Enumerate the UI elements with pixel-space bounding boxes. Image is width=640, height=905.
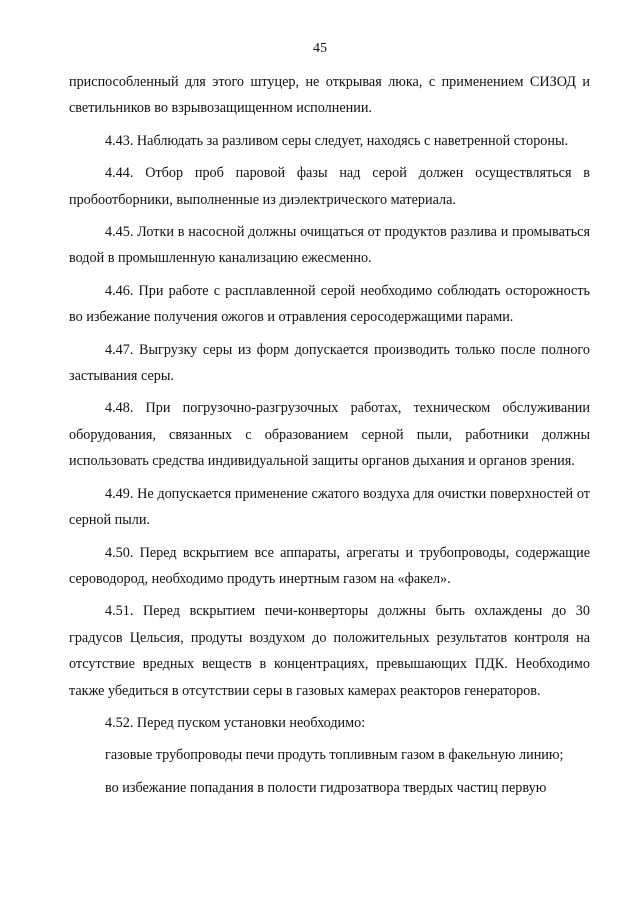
paragraph-4-48: 4.48. При погрузочно-разгрузочных работах, техническом обслуживании оборудования, связанных с образованием серной пыли, работники должны использовать средства индивидуальной защиты органов дыхания и органов зрения. — [69, 400, 590, 470]
list-item-gas-pipelines: газовые трубопроводы печи продуть топливным газом в факельную линию; — [105, 747, 564, 764]
paragraph-4-51: 4.51. Перед вскрытием печи-конверторы должны быть охлаждены до 30 градусов Цельсия, продуты воздухом до положительных результатов контроля на отсутствие вредных веществ в концентрациях, превышающих ПДК. Необходимо также убедиться в отсутствии серы в газовых камерах реакторов генераторов. — [69, 603, 590, 699]
paragraph-4-52: 4.52. Перед пуском установки необходимо: — [105, 714, 366, 731]
paragraph-4-49: 4.49. Не допускается применение сжатого воздуха для очистки поверхностей от серной пыли. — [69, 485, 590, 529]
paragraph-4-50: 4.50. Перед вскрытием все аппараты, агрегаты и трубопроводы, содержащие сероводород, необходимо продуть инертным газом на «факел». — [69, 544, 590, 587]
paragraph-4-47: 4.47. Выгрузку серы из форм допускается производить только после полного застывания серы. — [69, 341, 590, 385]
page-number: 45 — [313, 41, 327, 56]
paragraph-4-44: 4.44. Отбор проб паровой фазы над серой должен осуществляться в пробоотборники, выполненные из диэлектрического материала. — [69, 165, 590, 208]
list-item-hydraulic-seal: во избежание попадания в полости гидрозатвора твердых частиц первую — [105, 779, 547, 796]
document-body — [69, 69, 590, 807]
paragraph-4-45: 4.45. Лотки в насосной должны очищаться от продуктов разлива и промываться водой в промышленную канализацию ежесменно. — [69, 224, 590, 267]
paragraph-continuation: приспособленный для этого штуцер, не открывая люка, с применением СИЗОД и светильников во взрывозащищенном исполнении. — [69, 74, 590, 117]
paragraph-4-46: 4.46. При работе с расплавленной серой необходимо соблюдать осторожность во избежание получения ожогов и отравления серосодержащими парами. — [69, 282, 590, 326]
paragraph-4-43: 4.43. Наблюдать за разливом серы следует, находясь с наветренной стороны. — [105, 132, 569, 149]
